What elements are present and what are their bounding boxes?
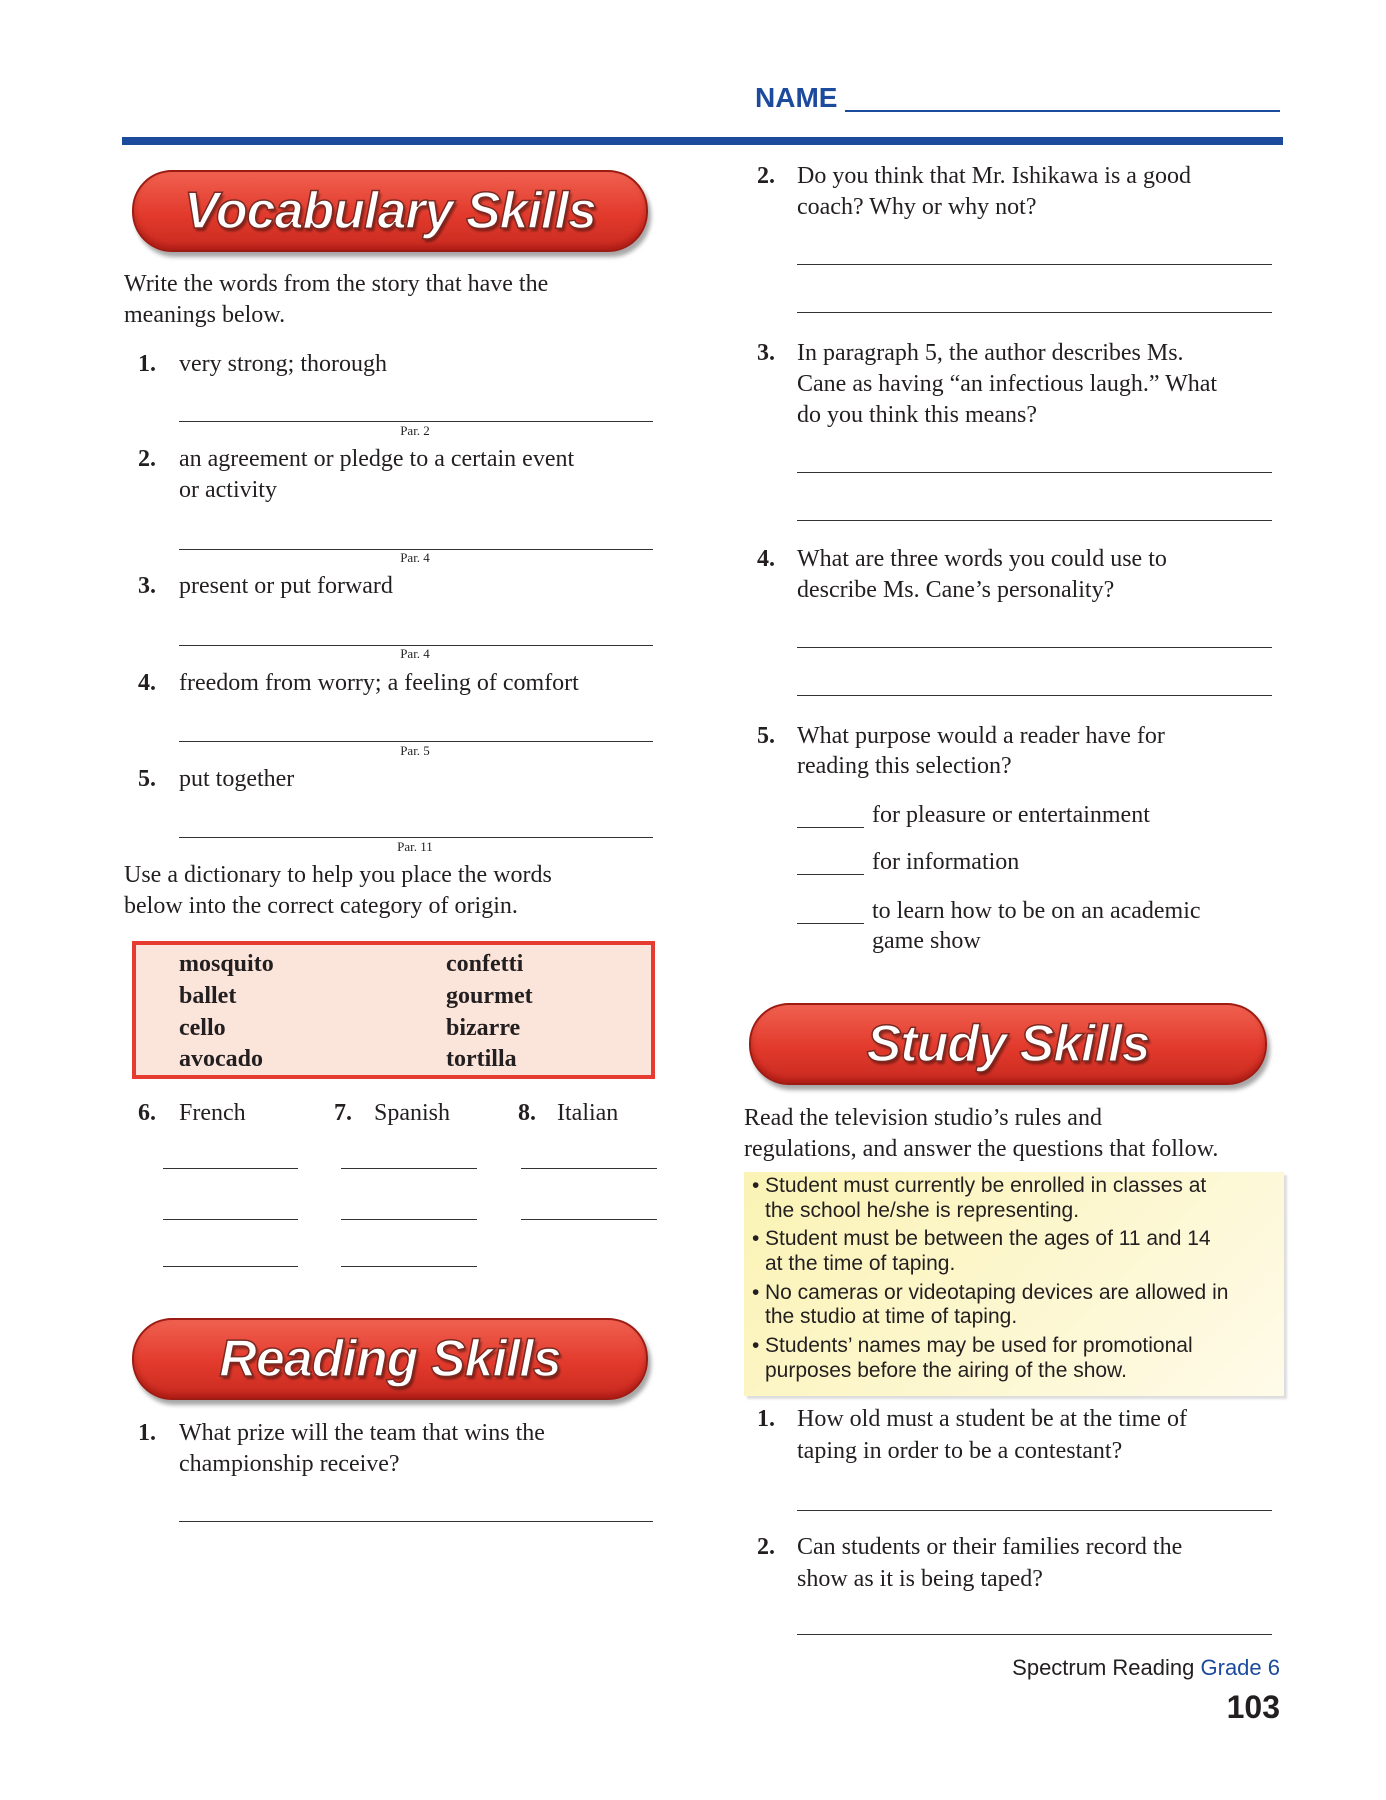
rule-text: at the time of taping. <box>765 1252 956 1275</box>
dictionary-intro: below into the correct category of origin. <box>124 893 518 919</box>
question-text: What purpose would a reader have for <box>797 723 1165 749</box>
item-definition: freedom from worry; a feeling of comfort <box>179 670 579 696</box>
category-label: Italian <box>557 1100 619 1126</box>
answer-line[interactable] <box>797 264 1272 265</box>
question-text: coach? Why or why not? <box>797 194 1037 220</box>
question-text: In paragraph 5, the author describes Ms. <box>797 340 1184 366</box>
word: mosquito <box>179 951 274 977</box>
question-text: championship receive? <box>179 1451 400 1477</box>
paragraph-ref: Par. 11 <box>397 839 433 854</box>
answer-line[interactable] <box>179 1521 653 1522</box>
question-text: reading this selection? <box>797 753 1012 779</box>
word: tortilla <box>446 1046 517 1072</box>
grade-label: Grade 6 <box>1200 1655 1280 1680</box>
vocabulary-skills-banner <box>132 170 648 252</box>
item-number: 2. <box>138 446 156 472</box>
word: cello <box>179 1015 226 1041</box>
bullet-icon: • <box>752 1174 760 1197</box>
item-number: 6. <box>138 1100 156 1126</box>
rule-text: the studio at time of taping. <box>765 1305 1018 1328</box>
word: gourmet <box>446 983 533 1009</box>
word: confetti <box>446 951 524 977</box>
answer-line[interactable] <box>797 695 1272 696</box>
category-label: French <box>179 1100 246 1126</box>
question-text: taping in order to be a contestant? <box>797 1438 1123 1464</box>
item-definition: present or put forward <box>179 573 393 599</box>
banner-title: Vocabulary Skills <box>184 182 596 240</box>
word: avocado <box>179 1046 263 1072</box>
item-number: 7. <box>334 1100 352 1126</box>
question-number: 2. <box>757 1534 775 1560</box>
item-definition: or activity <box>179 477 277 503</box>
page-number: 103 <box>1226 1689 1280 1725</box>
item-number: 5. <box>138 766 156 792</box>
footer-series <box>1012 1655 1280 1681</box>
question-text: do you think this means? <box>797 402 1037 428</box>
word-bank <box>132 941 655 1079</box>
series-name: Spectrum Reading <box>1012 1655 1195 1680</box>
answer-line[interactable] <box>521 1168 657 1169</box>
question-number: 5. <box>757 723 775 749</box>
item-definition: very strong; thorough <box>179 351 387 377</box>
rule-text: purposes before the airing of the show. <box>765 1359 1127 1382</box>
banner-title: Reading Skills <box>219 1330 561 1388</box>
purpose-check-line[interactable] <box>797 923 864 924</box>
dictionary-intro: Use a dictionary to help you place the words <box>124 862 552 888</box>
answer-line[interactable] <box>179 421 653 422</box>
name-field[interactable] <box>845 110 1280 112</box>
purpose-option: for pleasure or entertainment <box>872 802 1150 828</box>
purpose-check-line[interactable] <box>797 874 864 875</box>
rule-text: No cameras or videotaping devices are allowed in <box>765 1281 1229 1304</box>
question-text: describe Ms. Cane’s personality? <box>797 577 1115 603</box>
answer-line[interactable] <box>797 472 1272 473</box>
answer-line[interactable] <box>797 1510 1272 1511</box>
studio-rules-box <box>744 1172 1284 1396</box>
answer-line[interactable] <box>163 1266 298 1267</box>
bullet-icon: • <box>752 1227 760 1250</box>
vocab-intro: meanings below. <box>124 302 286 328</box>
rule-text: Students’ names may be used for promotional <box>765 1334 1193 1357</box>
item-number: 4. <box>138 670 156 696</box>
question-number: 1. <box>138 1420 156 1446</box>
answer-line[interactable] <box>163 1219 298 1220</box>
question-text: What prize will the team that wins the <box>179 1420 545 1446</box>
study-intro: Read the television studio’s rules and <box>744 1105 1102 1131</box>
answer-line[interactable] <box>179 741 653 742</box>
answer-line[interactable] <box>341 1266 477 1267</box>
word: bizarre <box>446 1015 521 1041</box>
bullet-icon: • <box>752 1334 760 1357</box>
paragraph-ref: Par. 2 <box>400 423 430 438</box>
answer-line[interactable] <box>797 647 1272 648</box>
question-number: 2. <box>757 163 775 189</box>
question-text: How old must a student be at the time of <box>797 1406 1187 1432</box>
rule-text: the school he/she is representing. <box>765 1199 1080 1222</box>
item-number: 8. <box>518 1100 536 1126</box>
word: ballet <box>179 983 237 1009</box>
item-definition: an agreement or pledge to a certain event <box>179 446 575 472</box>
question-text: What are three words you could use to <box>797 546 1167 572</box>
study-intro: regulations, and answer the questions that follow. <box>744 1136 1219 1162</box>
study-skills-banner <box>749 1003 1267 1085</box>
question-text: Can students or their families record the <box>797 1534 1183 1560</box>
category-label: Spanish <box>374 1100 451 1126</box>
banner-title: Study Skills <box>866 1015 1150 1073</box>
paragraph-ref: Par. 4 <box>400 550 430 565</box>
purpose-option: game show <box>872 928 981 954</box>
answer-line[interactable] <box>797 1634 1272 1635</box>
purpose-option: to learn how to be on an academic <box>872 898 1201 924</box>
question-number: 3. <box>757 340 775 366</box>
answer-line[interactable] <box>797 520 1272 521</box>
reading-skills-banner <box>132 1318 648 1400</box>
paragraph-ref: Par. 5 <box>400 743 430 758</box>
question-text: Cane as having “an infectious laugh.” What <box>797 371 1218 397</box>
purpose-check-line[interactable] <box>797 827 864 828</box>
purpose-option: for information <box>872 849 1020 875</box>
rule-text: Student must currently be enrolled in classes at <box>765 1174 1207 1197</box>
vocab-intro: Write the words from the story that have the <box>124 271 549 297</box>
answer-line[interactable] <box>797 312 1272 313</box>
paragraph-ref: Par. 4 <box>400 646 430 661</box>
question-text: Do you think that Mr. Ishikawa is a good <box>797 163 1191 189</box>
header-rule <box>122 137 1283 145</box>
answer-line[interactable] <box>341 1168 477 1169</box>
item-number: 3. <box>138 573 156 599</box>
question-text: show as it is being taped? <box>797 1566 1043 1592</box>
question-number: 1. <box>757 1406 775 1432</box>
answer-line[interactable] <box>521 1219 657 1220</box>
question-number: 4. <box>757 546 775 572</box>
answer-line[interactable] <box>341 1219 477 1220</box>
answer-line[interactable] <box>163 1168 298 1169</box>
rule-text: Student must be between the ages of 11 and 14 <box>765 1227 1211 1250</box>
item-number: 1. <box>138 351 156 377</box>
bullet-icon: • <box>752 1281 760 1304</box>
item-definition: put together <box>179 766 295 792</box>
name-label: NAME <box>755 82 838 113</box>
answer-line[interactable] <box>179 837 653 838</box>
